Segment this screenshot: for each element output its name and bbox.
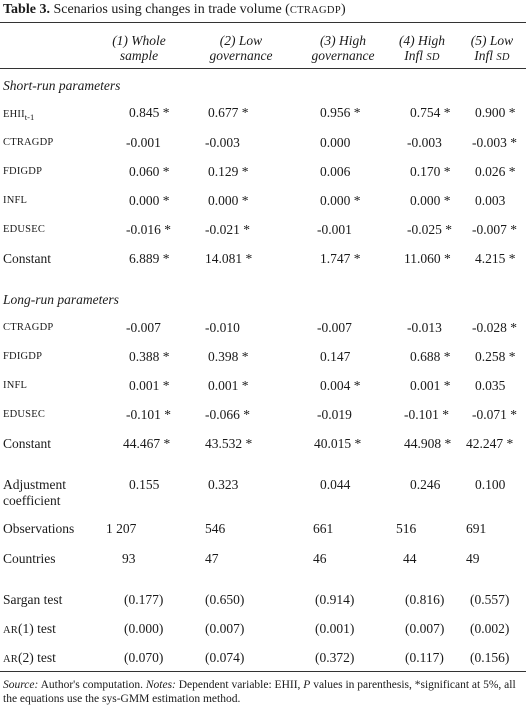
column-header-2 (200, 33, 282, 63)
table-cell: 0.000 * (208, 193, 249, 208)
table-cell: (0.372) (315, 650, 355, 665)
table-cell: 1 207 (106, 521, 137, 536)
row-label-edusec: EDUSEC (3, 224, 46, 235)
row-label-ar2 (3, 650, 56, 668)
table-number: Table 3. (3, 2, 50, 17)
table-cell: -0.013 (407, 320, 442, 335)
header-rule (0, 68, 526, 69)
row-label-ctragdp: CTRAGDP (3, 322, 54, 333)
table-cell: 0.000 (320, 135, 351, 150)
table-cell: 0.246 (410, 477, 441, 492)
row-label-ehii: EHII (3, 109, 25, 120)
table-cell: 0.147 (320, 349, 351, 364)
column-header-2-line2: governance (209, 48, 273, 63)
table-cell: 0.026 * (475, 164, 516, 179)
row-label-ehii-sub: t-1 (24, 112, 35, 122)
table-cell: 0.060 * (129, 164, 170, 179)
row-label-adjustment (3, 477, 66, 509)
table-cell: -0.101 * (404, 407, 449, 422)
table-cell: 0.001 * (208, 378, 249, 393)
table-cell: -0.003 (407, 135, 442, 150)
table-cell: (0.816) (405, 592, 445, 607)
table-cell: -0.071 * (472, 407, 517, 422)
table-cell: 44.467 * (123, 436, 171, 451)
table-cell: (0.650) (205, 592, 245, 607)
table-cell: (0.156) (470, 650, 510, 665)
table-cell: 0.388 * (129, 349, 170, 364)
table-cell: 0.129 * (208, 164, 249, 179)
table-cell: 44.908 * (404, 436, 452, 451)
column-header-4 (389, 33, 455, 65)
table-cell: 0.001 * (129, 378, 170, 393)
column-header-5-line1: (5) Low (470, 33, 514, 48)
table-cell: (0.000) (124, 621, 164, 636)
table-cell: -0.066 * (205, 407, 250, 422)
table-cell: 44 (403, 551, 417, 566)
table-cell: 0.000 * (129, 193, 170, 208)
table-cell: (0.074) (205, 650, 245, 665)
column-header-1-line2: sample (119, 48, 159, 63)
row-label-ar1-prefix: AR (3, 625, 18, 636)
row-label-ar1 (3, 621, 56, 639)
footnote-notes-text-2: values in parenthesis, *significant at 5%, all the equations use the sys-GMM estimation method. (3, 679, 516, 705)
row-label-edusec: EDUSEC (3, 409, 46, 420)
row-label-adjustment-line2: coefficient (3, 493, 61, 508)
table-cell: -0.101 * (126, 407, 171, 422)
table-cell: 0.258 * (475, 349, 516, 364)
table-cell: 0.000 * (410, 193, 451, 208)
column-header-3-line1: (3) High (319, 33, 367, 48)
table-cell: 0.004 * (320, 378, 361, 393)
table-cell: 46 (313, 551, 327, 566)
table-cell: 516 (396, 521, 417, 536)
row-label-observations: Observations (3, 521, 75, 536)
row-label-ar1-rest: (1) test (18, 621, 56, 636)
row-label-adjustment-line1: Adjustment (3, 477, 66, 492)
section-short-run: Short-run parameters (3, 78, 121, 93)
table-cell: 0.900 * (475, 105, 516, 120)
table-cell: 1.747 * (320, 251, 361, 266)
row-label (3, 105, 34, 125)
table-cell: -0.028 * (472, 320, 517, 335)
table-cell: 0.677 * (208, 105, 249, 120)
table-cell: (0.914) (315, 592, 355, 607)
table-cell: -0.001 (126, 135, 161, 150)
table-cell: (0.001) (315, 621, 355, 636)
table-cell: 0.688 * (410, 349, 451, 364)
table-cell: 0.006 (320, 164, 351, 179)
row-label-ar2-prefix: AR (3, 654, 18, 665)
table-cell: (0.007) (405, 621, 445, 636)
table-title-code: CTRAGDP (289, 5, 341, 16)
table-footnote (3, 678, 523, 706)
column-header-4-line1: (4) High (398, 33, 446, 48)
table-title-close: ) (340, 2, 346, 17)
table-cell: 691 (466, 521, 487, 536)
column-header-4-sub: SD (426, 52, 440, 63)
row-label-infl: INFL (3, 380, 28, 391)
table-cell: 43.532 * (205, 436, 253, 451)
table-cell: 93 (122, 551, 136, 566)
table-cell: 0.845 * (129, 105, 170, 120)
table-cell: -0.021 * (205, 222, 250, 237)
bottom-rule (0, 671, 526, 672)
top-rule (0, 22, 526, 23)
table-cell: -0.019 (317, 407, 352, 422)
column-header-1-line1: (1) Whole (112, 33, 166, 48)
row-label-ctragdp: CTRAGDP (3, 137, 54, 148)
table-cell: 14.081 * (205, 251, 253, 266)
table-cell: 42.247 * (466, 436, 514, 451)
row-label-countries: Countries (3, 551, 56, 566)
table-cell: 11.060 * (404, 251, 451, 266)
table-cell: -0.010 (205, 320, 240, 335)
row-label-infl: INFL (3, 195, 28, 206)
table-title (3, 2, 346, 18)
footnote-source-label: Source: (3, 679, 39, 691)
footnote-notes-label: Notes: (145, 679, 176, 691)
table-cell: 4.215 * (475, 251, 516, 266)
row-label-sargan: Sargan test (3, 592, 63, 607)
row-label-constant: Constant (3, 436, 52, 451)
table-cell: -0.003 * (472, 135, 517, 150)
table-cell: 0.956 * (320, 105, 361, 120)
table-cell: -0.003 (205, 135, 240, 150)
table-cell: 0.398 * (208, 349, 249, 364)
table-title-text: Scenarios using changes in trade volume ( (53, 2, 290, 17)
row-label-fdigdp: FDIGDP (3, 166, 43, 177)
table-cell: -0.025 * (407, 222, 452, 237)
table-cell: 0.754 * (410, 105, 451, 120)
table-cell: 0.000 * (320, 193, 361, 208)
footnote-source-text: Author's computation. (40, 679, 143, 691)
table-cell: -0.007 * (472, 222, 517, 237)
table-cell: 40.015 * (314, 436, 362, 451)
table-cell: 0.003 (475, 193, 506, 208)
table-cell: 0.044 (320, 477, 351, 492)
section-long-run: Long-run parameters (3, 292, 119, 307)
column-header-5 (459, 33, 525, 65)
table-cell: 6.889 * (129, 251, 170, 266)
column-header-5-sub: SD (496, 52, 510, 63)
row-label-fdigdp: FDIGDP (3, 351, 43, 362)
row-label-ar2-rest: (2) test (18, 650, 56, 665)
table-cell: (0.007) (205, 621, 245, 636)
table-cell: 0.155 (129, 477, 160, 492)
table-cell: (0.070) (124, 650, 164, 665)
column-header-3 (304, 33, 382, 63)
table-cell: (0.177) (124, 592, 164, 607)
column-header-2-line1: (2) Low (219, 33, 263, 48)
table-cell: 49 (466, 551, 480, 566)
table-cell: 661 (313, 521, 334, 536)
table-cell: 546 (205, 521, 226, 536)
row-label-constant: Constant (3, 251, 52, 266)
table-cell: 0.035 (475, 378, 506, 393)
table-cell: (0.557) (470, 592, 510, 607)
column-header-3-line2: governance (311, 48, 375, 63)
table-cell: (0.117) (405, 650, 444, 665)
table-cell: -0.007 (126, 320, 161, 335)
table-cell: -0.007 (317, 320, 352, 335)
table-cell: 0.323 (208, 477, 239, 492)
table-cell: 0.001 * (410, 378, 451, 393)
table-cell: 47 (205, 551, 219, 566)
table-cell: 0.100 (475, 477, 506, 492)
table-cell: -0.001 (317, 222, 352, 237)
column-header-1 (103, 33, 175, 63)
table-cell: 0.170 * (410, 164, 451, 179)
footnote-notes-text-1: Dependent variable: EHII, (178, 679, 301, 691)
column-header-4-line2: Infl (404, 48, 423, 63)
column-header-5-line2: Infl (474, 48, 493, 63)
table-cell: (0.002) (470, 621, 510, 636)
table-cell: -0.016 * (126, 222, 171, 237)
footnote-p-italic: P (303, 679, 311, 691)
